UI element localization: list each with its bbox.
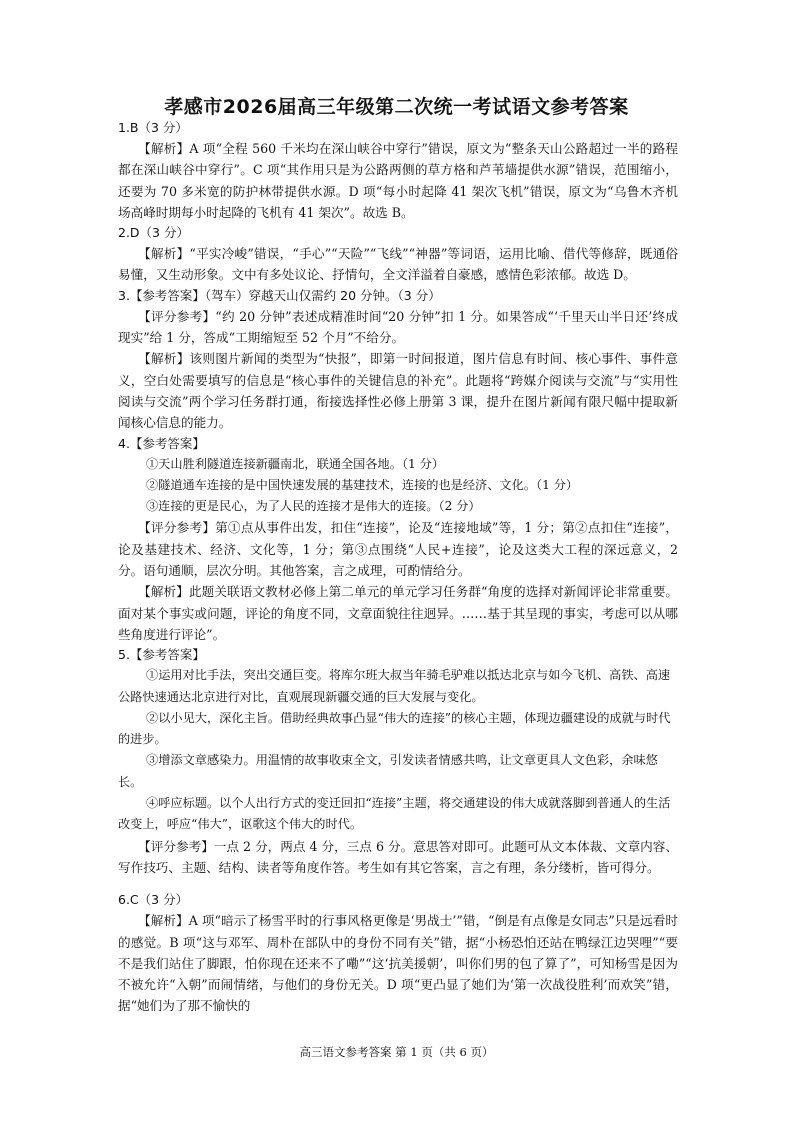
- question-4-analysis: 【解析】此题关联语文教材必修上第二单元的单元学习任务群“角度的选择对新闻评论非常重要。面对某个事实或问题，评论的角度不同，文章面貌往往迥异。……基于其呈现的事实，考虑可以从哪些角度进行评论”。: [118, 584, 678, 642]
- section-spacer: [118, 878, 678, 890]
- question-1-label: 1.B（3 分）: [118, 120, 188, 135]
- question-5-answer-1: ①运用对比手法，突出交通巨变。将库尔班大叔当年骑毛驴难以抵达北京与如今飞机、高铁、高速公路快速通达北京进行对比，直观展现新疆交通的巨大发展与变化。: [118, 668, 671, 704]
- question-4-answer-3: ③连接的更是民心，为了人民的连接才是伟大的连接。（2 分）: [146, 499, 481, 514]
- question-3-scoring: 【评分参考】“约 20 分钟”表述成精准时间“20 分钟”扣 1 分。如果答成“‘千里天山半日还’终成现实”给 1 分，答成“工期缩短至 52 个月”不给分。: [118, 308, 678, 346]
- question-5-label: 5.【参考答案】: [118, 647, 205, 663]
- question-4-answer-2: ②隧道通车连接的是中国快速发展的基建技术，连接的也是经济、文化。（1 分）: [146, 477, 579, 492]
- question-4-label: 4.【参考答案】: [118, 435, 205, 451]
- question-2-label: 2.D（3 分）: [118, 225, 189, 241]
- question-5-answer-3: ③增添文章感染力。用温情的故事收束全文，引发读者情感共鸣，让文章更具人文色彩，余味悠长。: [118, 753, 658, 789]
- question-1-analysis: 【解析】A 项“全程 560 千米均在深山峡谷中穿行”错误，原文为“整条天山公路超过一半的路程都在深山峡谷中穿行”。C 项“其作用只是为公路两侧的草方格和芦苇墙提供水源”错误，范围缩小，还要为 70 多米宽的防护林带提供水源。D 项“每小时起降 41 架次飞机”错误，原文为“乌鲁木齐机场高峰时期每小时起降的飞机有 41 架次”。故选 B。: [118, 141, 678, 220]
- question-3-label: 3.【参考答案】（驾车）穿越天山仅需约 20 分钟。（3 分）: [118, 287, 441, 303]
- page-footer: 高三语文参考答案 第 1 页（共 6 页）: [299, 1045, 494, 1059]
- question-2-analysis: 【解析】“平实冷峻”错误，“手心”“天险”“飞线”“神器”等词语，运用比喻、借代等修辞，既通俗易懂，又生动形象。文中有多处议论、抒情句，全文洋溢着自豪感，感情色彩浓郁。故选 D。: [118, 246, 678, 283]
- answer-content: [118, 118, 678, 1017]
- question-4-answer-1: ①天山胜利隧道连接新疆南北，联通全国各地。（1 分）: [146, 456, 445, 471]
- question-4-scoring: 【评分参考】第①点从事件出发，扣住“连接”，论及“连接地域”等，1 分；第②点扣住“连接”，论及基建技术、经济、文化等，1 分；第③点围绕“人民+连接”，论及这类大工程的深远意义，2 分。语句通顺，层次分明。其他答案，言之成理，可酌情给分。: [118, 520, 678, 579]
- question-3-analysis: 【解析】该则图片新闻的类型为“快报”，即第一时间报道，图片信息有时间、核心事件、事件意义，空白处需要填写的信息是“核心事件的关键信息的补充”。此题将“跨媒介阅读与交流”与“实用性阅读与交流”两个学习任务群打通，衔接选择性必修上册第 3 课，提升在图片新闻有限尺幅中提取新闻核心信息的能力。: [118, 351, 678, 431]
- question-6-label: 6.C（3 分）: [118, 892, 189, 908]
- question-5-scoring: 【评分参考】一点 2 分，两点 4 分，三点 6 分。意思答对即可。此题可从文本体裁、文章内容、写作技巧、主题、结构、读者等角度作答。考生如有其它答案，言之有理，条分缕析，皆可得分。: [118, 838, 678, 875]
- page-title: 孝感市2026届高三年级第二次统一考试语文参考答案: [164, 96, 629, 118]
- question-5-answer-4: ④呼应标题。以个人出行方式的变迁回扣“连接”主题，将交通建设的伟大成就落脚到普通人的生活改变上，呼应“伟大”，讴歌这个伟大的时代。: [118, 796, 671, 832]
- question-6-analysis: 【解析】A 项“暗示了杨雪平时的行事风格更像是‘男战士’”错，“倒是有点像是女同志”只是远看时的感觉。B 项“这与邓军、周朴在部队中的身份不同有关”错，据“小杨恐怕还站在鸭绿江边哭哩”“要不是我们站住了脚跟，怕你现在还来不了嘞”“这‘抗美援朝’，叫你们男的包了算了”，可知杨雪是因为不被允许“入朝”而闹情绪，与他们的身份无关。D 项“更凸显了她们为‘第一次战役胜利’而欢笑”错，据“她们为了那不愉快的: [118, 913, 678, 1014]
- question-5-answer-2: ②以小见大，深化主旨。借助经典故事凸显“伟大的连接”的核心主题，体现边疆建设的成就与时代的进步。: [118, 710, 671, 747]
